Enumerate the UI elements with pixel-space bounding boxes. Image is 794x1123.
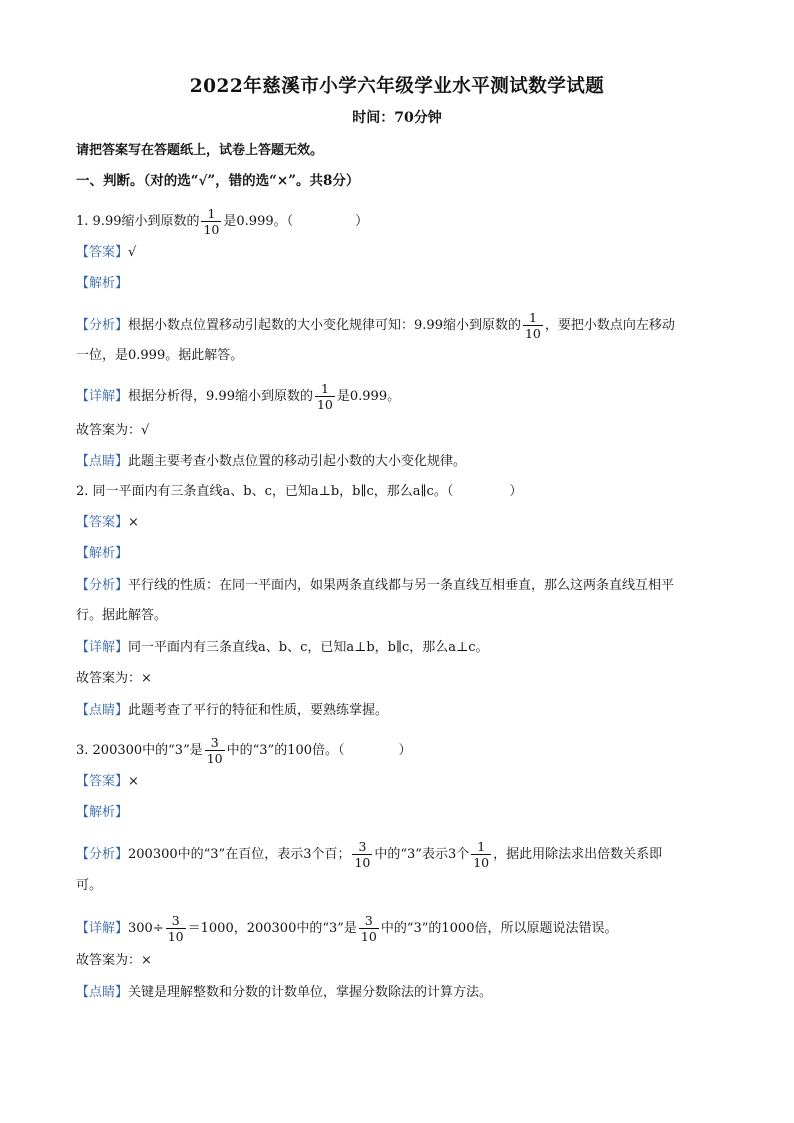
q1-fenxi: 【分析】根据小数点位置移动引起数的大小变化规律可知：9.99缩小到原数的 $\frac{1}{10}$ ，要把小数点向左移动 xyxy=(76,310,675,341)
q2-stem: 2. 同一平面内有三条直线a、b、c，已知a⊥b，b∥c，那么a∥c。（ ） xyxy=(76,484,523,499)
answer-tag: 【答案】 xyxy=(76,245,129,260)
q1-stem-text: 1. 9.99缩小到原数的 xyxy=(76,214,200,229)
q2-fenxi-cont: 行。据此解答。 xyxy=(76,608,168,623)
q1-xiangjie: 【详解】根据分析得，9.99缩小到原数的 $\frac{1}{10}$ 是0.999。 xyxy=(76,381,401,412)
fraction: $\frac{3}{10}$ xyxy=(206,735,223,766)
fraction: $\frac{1}{10}$ xyxy=(203,206,220,237)
q3-stem: 3. 200300中的“3”是 $\frac{3}{10}$ 中的“3”的100倍。（ ） xyxy=(76,735,412,766)
q1-final: 故答案为：√ xyxy=(76,423,150,438)
q3-answer: 【答案】× xyxy=(76,774,139,789)
q3-dianjing: 【点睛】关键是理解整数和分数的计数单位，掌握分数除法的计算方法。 xyxy=(76,985,493,1000)
q2-fenxi: 【分析】平行线的性质：在同一平面内，如果两条直线都与另一条直线互相垂直，那么这两条直线互相平 xyxy=(76,578,675,593)
fraction: $\frac{3}{10}$ xyxy=(360,913,377,944)
fraction: $\frac{1}{10}$ xyxy=(473,839,490,870)
fraction: $\frac{1}{10}$ xyxy=(524,310,541,341)
q1-fenxi-cont: 一位，是0.999。据此解答。 xyxy=(76,348,244,363)
fraction: $\frac{1}{10}$ xyxy=(316,381,333,412)
notice: 请把答案写在答题纸上，试卷上答题无效。 xyxy=(76,143,324,158)
q2-xiangjie: 【详解】同一平面内有三条直线a、b、c，已知a⊥b，b∥c，那么a⊥c。 xyxy=(76,640,489,655)
q1-analysis-tag: 【解析】 xyxy=(76,276,129,291)
q2-dianjing: 【点睛】此题考查了平行的特征和性质，要熟练掌握。 xyxy=(76,703,389,718)
section-heading: 一、判断。（对的选“√”，错的选“×”。共8分） xyxy=(76,173,360,189)
q2-answer: 【答案】× xyxy=(76,515,139,530)
q1-dianjing: 【点睛】此题主要考查小数点位置的移动引起小数的大小变化规律。 xyxy=(76,454,467,469)
q1-stem-text-2: 是0.999。 xyxy=(223,214,287,229)
q2-analysis-tag: 【解析】 xyxy=(76,546,129,561)
q1-stem: 1. 9.99缩小到原数的 $\frac{1}{10}$ 是0.999。（ ） xyxy=(76,206,369,237)
q1-answer: 【答案】√ xyxy=(76,245,137,260)
exam-time: 时间：70分钟 xyxy=(352,110,442,126)
q3-xiangjie: 【详解】300÷ $\frac{3}{10}$ ＝1000，200300中的“3”是 $\frac{3}{10}$ 中的“3”的1000倍，所以原题说法错误。 xyxy=(76,913,618,944)
exam-title: 2022年慈溪市小学六年级学业水平测试数学试题 xyxy=(189,76,605,97)
q3-fenxi: 【分析】200300中的“3”在百位，表示3个百； $\frac{3}{10}$ 中的“3”表示3个 $\frac{1}{10}$ ，据此用除法求出倍数关系即 xyxy=(76,839,663,870)
q3-fenxi-cont: 可。 xyxy=(76,878,103,893)
fraction: $\frac{3}{10}$ xyxy=(167,913,184,944)
q3-analysis-tag: 【解析】 xyxy=(76,805,129,820)
q2-final: 故答案为：× xyxy=(76,671,152,686)
q3-final: 故答案为：× xyxy=(76,953,152,968)
fraction: $\frac{3}{10}$ xyxy=(354,839,371,870)
